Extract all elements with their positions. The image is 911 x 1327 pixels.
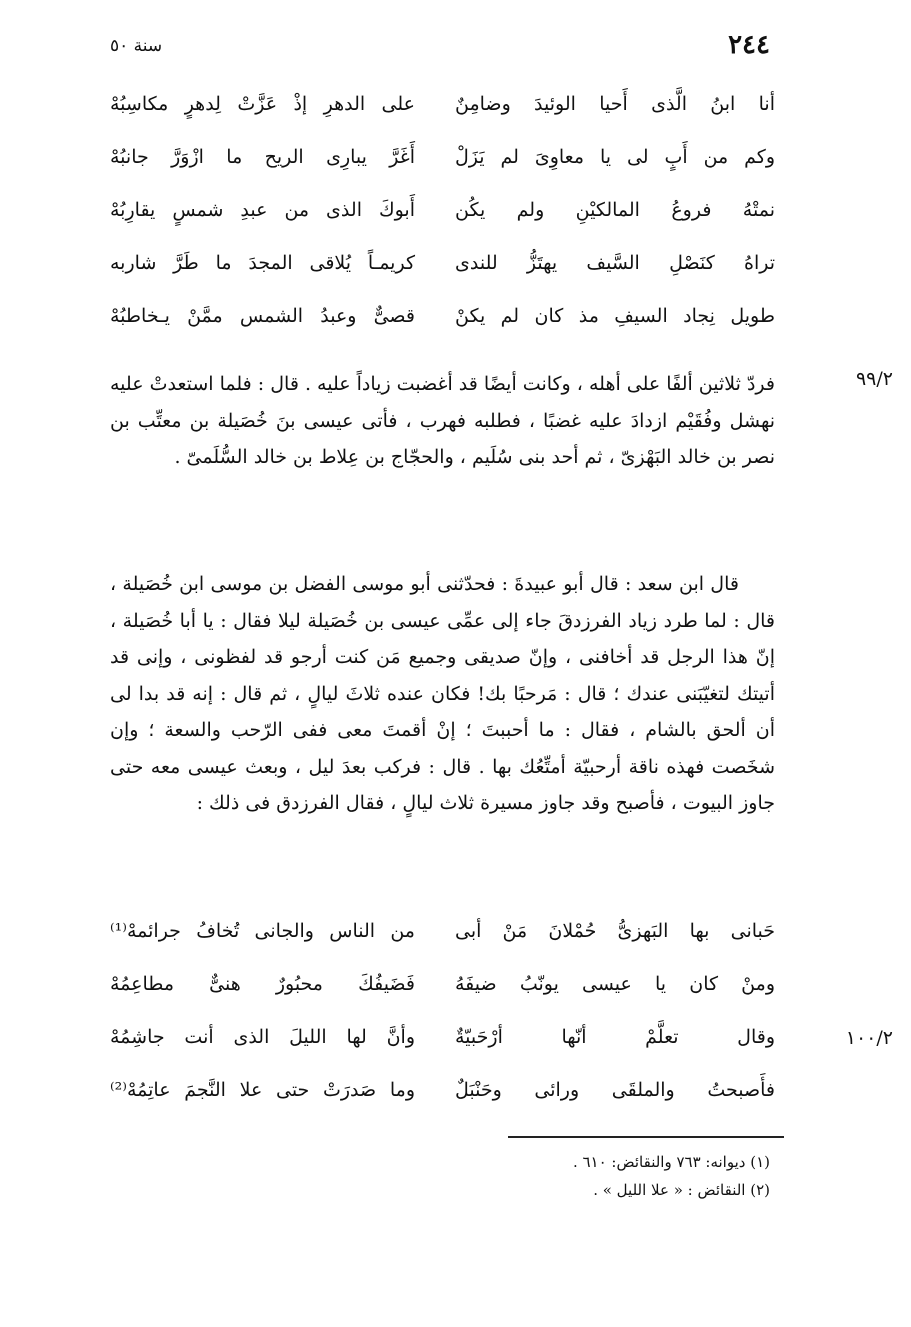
poem-line [110,1011,775,1064]
prose-paragraph-2 [110,566,775,822]
poem-line [110,237,775,290]
poem-line [110,905,775,958]
footnote-divider [508,1136,784,1138]
poem-hemistich-second: كريمـاً يُلاقى المجدَ ما طَرَّ شاربه [110,252,415,274]
poem-hemistich-first: أنا ابنُ الَّذى أَحيا الوئيدَ وضامِنٌ [455,93,775,115]
poem-hemistich-first: وكم من أَبٍ لى يا معاوِىَ لم يَزَلْ [455,146,775,168]
poem-hemistich-second: قصىٌّ وعبدُ الشمس ممَّنْ يـخاطبُهْ [110,305,415,327]
footnote-1: (١) ديوانه: ٧٦٣ والنقائض: ٦١٠ . [572,1153,770,1171]
poem-hemistich-second: على الدهرِ إذْ عَزَّتْ لِدهرٍ مكاسِبُهْ [110,93,415,115]
poem-hemistich-first: حَبانى بها البَهزىُّ حُمْلانَ مَنْ أبى [455,920,775,942]
poem-line [110,184,775,237]
poem-hemistich-second: من الناس والجانى تُخافُ جرائمهْ⁽¹⁾ [110,920,415,942]
prose-paragraph-1 [110,366,775,476]
page-number: ٢٤٤ [728,30,770,60]
running-head: سنة ٥٠ [110,36,163,56]
poem-hemistich-second: أَغَرَّ يبارِى الريح ما ازْوَرَّ جانبُهْ [110,146,415,168]
footnotes [300,1148,770,1204]
paragraph-text: فردّ ثلاثين ألفًا على أهله ، وكانت أيضًا قد أغضبت زياداً عليه . قال : فلما استعدتْ عليه نهشل وفُقَيْم ازدادَ عليه غضبًا ، فطلبه فهرب ، فأتى عيسى بنَ خُصَيلة بن معتِّب بن نصر بن خالد البَهْزىّ ، ثم أحد بنى سُلَيم ، والحجّاج بن عِلاط بن خالد السُّلَمىّ . [110,373,775,468]
poem-hemistich-first: تراهُ كنَصْلِ السَّيف يهتَزُّ للندى [455,252,775,274]
poem-hemistich-second: فَضَيفُكَ محبُورٌ هنىٌّ مطاعِمُهْ [110,973,415,995]
poem-line [110,78,775,131]
poem-block-1 [110,78,775,343]
poem-line [110,131,775,184]
poem-hemistich-first: نمتْهُ فروعُ المالكيْنِ ولم يكُن [455,199,775,221]
margin-reference-2: ١٠٠/٢ [845,1027,893,1049]
paragraph-text: قال ابن سعد : قال أبو عبيدةَ : فحدّثنى أبو موسى الفضل بن موسى ابن خُصَيلة ، قال : لما طرد زياد الفرزدقَ جاء إلى عمِّى عيسى بن خُصَيلة ليلا فقال : يا أبا خُصَيلة ، إنّ هذا الرجل قد أخافنى ، وإنّ صديقى وجميع مَن كنت أرجو قد لفظونى ، وإنى قد أتيتك لتغيّبَنى عندك ؛ قال : مَرحبًا بك! فكان عنده ثلاثَ ليالٍ ، ثم قال : إنه قد بدا لى أن ألحق بالشام ، فقال : ما أحببتَ ؛ إنْ أقمتَ معى ففى الرّحب والسعة ؛ وإن شخَصت فهذه ناقة أرحبيّة أمتِّعُك بها . قال : فركب بعدَ ليل ، وبعث عيسى معه حتى جاوز البيوت ، فأصبح وقد جاوز مسيرة ثلاث ليالٍ ، فقال الفرزدق فى ذلك : [110,573,775,814]
poem-hemistich-second: أَبوكَ الذى من عبدِ شمسٍ يقارِبُهْ [110,199,415,221]
page-header [110,30,770,66]
margin-reference-1: ٩٩/٢ [855,368,893,390]
poem-hemistich-second: وأنَّ لها الليلَ الذى أنت جاشِمُهْ [110,1026,415,1048]
poem-block-2 [110,905,775,1117]
poem-hemistich-first: ومنْ كان يا عيسى يونّبُ ضيفَهُ [455,973,775,995]
footnote-2: (٢) النقائض : « علا الليل » . [593,1181,770,1199]
poem-hemistich-first: وقال تعلَّمْ أنّها أرْحَبيّةٌ [455,1026,775,1048]
poem-hemistich-first: طويل نِجاد السيفِ مذ كان لم يكنْ [455,305,775,327]
poem-line [110,1064,775,1117]
poem-hemistich-first: فأَصبحتُ والملقَى ورائى وحَنْبَلٌ [455,1079,775,1101]
poem-hemistich-second: وما صَدرَتْ حتى علا النَّجمَ عاتِمُهْ⁽²⁾ [110,1079,415,1101]
poem-line [110,958,775,1011]
poem-line [110,290,775,343]
